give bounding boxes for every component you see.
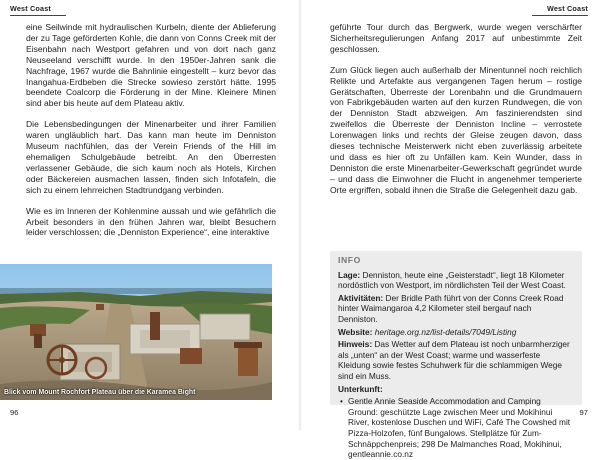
info-entry-location — [338, 270, 572, 291]
right-page — [300, 0, 600, 460]
body-paragraph: Die Lebensbedingungen der Minenarbeiter und ihrer Familien waren ungläublich hart. Das kann man heute im Denniston Museum nachfühlen, das der Verein Friends of the Hill im ehemaligen Schulgebäude betreibt. An den Überresten verlassener Gebäude, die sich kaum noch als Hotels, Kirchen oder Bäckereien ausmachen lassen, finden sich Infotafeln, die sich zu einem lehrreichen Stadtrundgang verbinden. — [26, 119, 276, 195]
photo-caption: Blick vom Mount Rochfort Plateau über die Karamea Bight — [4, 389, 196, 396]
list-item: • Gentle Annie Seaside Accommodation and Camping Ground: geschützte Lage zwischen Meer und Mokihinui River, kostenlose Duschen und WiFi, Café The Cowshed mit Pizza-Holzofen, fünf Bungalows. Stellplätze für Zum-Schnäppchenpreis; 298 De Malmanches Road, Mokihinui, gentleannie.co.nz — [348, 396, 572, 460]
website-link[interactable]: heritage.org.nz/list-details/7049/Listing — [372, 326, 517, 337]
info-text: Das Wetter auf dem Plateau ist noch unbarmherziger als „unten“ an der West Coast; warme und wasserfeste Kleidung sowie festes Schuhwerk für die schlammigen Wege sind ein Muss. — [338, 339, 570, 381]
body-text-column — [330, 22, 582, 206]
info-label: Lage: — [338, 269, 361, 280]
info-box — [330, 251, 582, 460]
info-text: Der Bridle Path führt von der Conns Creek Road hinter Waimangaroa 4,2 Kilometer steil bergauf nach Denniston. — [338, 292, 564, 324]
page-number: 97 — [579, 408, 588, 417]
body-paragraph: geführte Tour durch das Bergwerk, wurde wegen verschärfter Sicherheitsregulierungen Anfang 2017 auf unbestimmte Zeit geschlossen. — [330, 22, 582, 54]
info-entry-website — [338, 327, 572, 338]
info-entry-activities — [338, 293, 572, 325]
page-number: 96 — [10, 408, 19, 417]
body-paragraph: Wie es im Inneren der Kohlenmine aussah und wie gefährlich die Arbeit besonders in den frühen Jahren war, bleibt Besuchern leider verschlossen; die „Denniston Experience“, eine interaktive — [26, 205, 276, 238]
running-head: West Coast — [532, 4, 588, 16]
accommodation-list — [338, 396, 572, 460]
left-page — [0, 0, 300, 430]
running-head: West Coast — [10, 4, 66, 16]
info-entry-notice — [338, 339, 572, 381]
info-label: Aktivitäten: — [338, 292, 384, 303]
info-entry-accommodation — [338, 384, 572, 395]
body-paragraph: Zum Glück liegen auch außerhalb der Minentunnel noch reichlich Relikte und Artefakte aus vergangenen Tagen herum – rostige Gerätschaften, Überreste der Lorenbahn und die Grundmauern von Fabrikgebäuden warten auf den kurzen Rundwegen, die von der Denniston Stadt abzweigen. Am faszinierendsten sind zweifellos die Überreste der Denniston Incline – verrostete Lorenwagen links und rechts der Gleise zeugen davon, dass dieses technische Meisterwerk nicht eben zuverlässig arbeitete und dass es hier oft zu Unfällen kam. Kein Wunder, dass in Denniston die erste Minenarbeiter-Gewerkschaft gegründet wurde – und dass die Einwohner die Flucht in angenehmer temperierte Orte ergriffen, sobald ihnen die Straße die Gelegenheit dazu gab. — [330, 64, 582, 195]
body-text-column — [26, 22, 276, 248]
denniston-ruins-photo — [0, 264, 272, 400]
info-label: Hinweis: — [338, 339, 373, 350]
info-text: Denniston, heute eine „Geisterstadt“, liegt 18 Kilometer nordöstlich von Westport, im nördlichsten Teil der West Coast. — [338, 269, 566, 291]
info-label: Unterkunft: — [338, 383, 383, 394]
info-label: Website: — [338, 326, 373, 337]
info-heading: INFO — [338, 255, 361, 265]
body-paragraph: eine Seilwinde mit hydraulischen Kurbeln, diente der Ablieferung der zu Tage geförderten Kohle, die dann von Conns Creek mit der Eisenbahn nach Westport gefahren und von dort nach ganz Neuseeland verschifft wurde. In den 1950er-Jahren sank die Nachfrage, 1967 wurde die Bahnlinie eingestellt – kurz bevor das Inangahua-Erdbeben die Strecke sowieso zerstört hätte. 1995 beendete Coalcorp die Förderung in der Mine. Kleinere Minen sind aber bis heute auf dem Plateau aktiv. — [26, 22, 276, 109]
